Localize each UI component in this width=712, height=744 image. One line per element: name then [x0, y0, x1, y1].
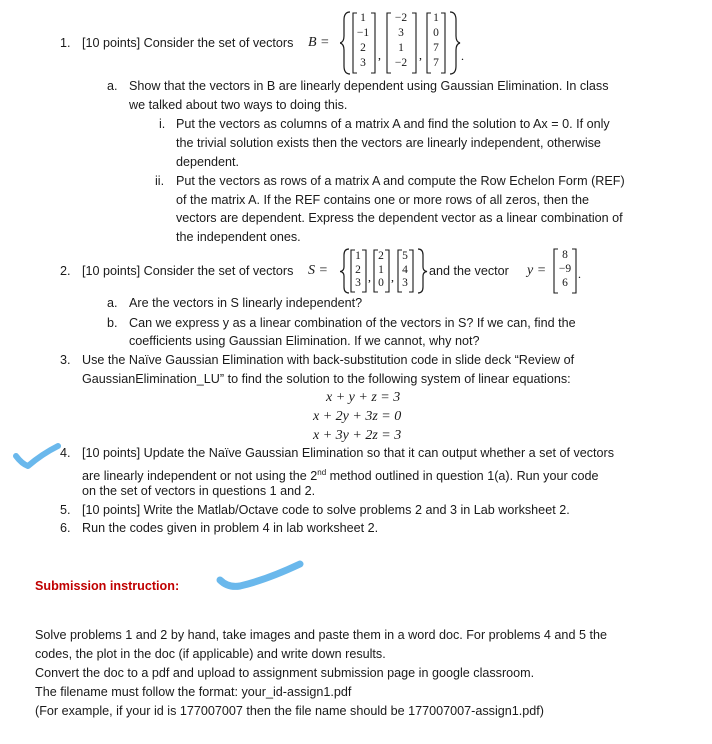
vector-entry: 6 [562, 277, 568, 289]
q3-equation-1: x + y + z = 3 [326, 390, 401, 405]
vector-entry: −1 [356, 27, 370, 39]
q1i-line3: dependent. [176, 155, 240, 169]
checkmark-stroke [16, 446, 58, 466]
right-brace [418, 249, 427, 293]
q4-line2 [82, 464, 599, 485]
right-brace [450, 12, 460, 74]
checkmark-stroke [220, 564, 300, 586]
vector-entry: 3 [398, 27, 404, 39]
vector-entry: 1 [360, 12, 366, 24]
left-brace [340, 249, 349, 293]
q1a-label: a. [107, 79, 118, 93]
vector-entry: −2 [394, 12, 408, 24]
q1i-line2: the trivial solution exists then the vectors are linearly independent, otherwise [176, 136, 601, 150]
q2-vector-1 [352, 251, 364, 292]
checkmark-icon [12, 440, 62, 474]
checkmark-icon [214, 556, 306, 596]
vector-entry: 4 [402, 263, 408, 276]
submission-line5: (For example, if your id is 177007007 then the file name should be 177007007-assign1.pdf) [35, 704, 544, 718]
left-brace [340, 12, 350, 74]
comma: , [391, 270, 394, 284]
q1-vector-1 [354, 13, 372, 73]
q3-equation-2: x + 2y + 3z = 0 [313, 409, 402, 424]
q1-var-b: B = [308, 35, 330, 50]
comma: , [419, 48, 422, 62]
q3-equation-3: x + 3y + 2z = 3 [313, 428, 402, 443]
comma: , [368, 270, 371, 284]
vector-entry: 3 [402, 277, 408, 289]
q5-number: 5. [60, 503, 71, 517]
q1ii-label: ii. [155, 174, 165, 188]
q1-text: [10 points] Consider the set of vectors [82, 36, 294, 50]
q1i-label: i. [159, 117, 166, 131]
q2-mid-text: and the vector [429, 264, 509, 278]
period: . [578, 267, 581, 281]
q2-vector-2 [375, 251, 387, 292]
vector-entry: 3 [355, 277, 361, 289]
q1ii-line4: the independent ones. [176, 230, 301, 244]
q2b-line1: Can we express y as a linear combination of the vectors in S? If we can, find the [129, 316, 576, 330]
q6-line1: Run the codes given in problem 4 in lab worksheet 2. [82, 521, 379, 535]
q4-superscript: nd [317, 468, 327, 477]
q1a-line2: we talked about two ways to doing this. [129, 98, 348, 112]
q4-line1: [10 points] Update the Naïve Gaussian Elimination so that it can output whether a set of vectors [82, 446, 615, 460]
q2-number: 2. [60, 264, 71, 278]
q1i-line1: Put the vectors as columns of a matrix A and find the solution to Ax = 0. If only [176, 117, 610, 131]
vector-entry: 2 [378, 250, 384, 262]
vector-entry: 1 [433, 12, 439, 24]
q1ii-line2: of the matrix A. If the REF contains one or more rows of all zeros, then the [176, 193, 589, 207]
vector-entry: 0 [378, 277, 384, 289]
vector-entry: 7 [433, 42, 439, 54]
submission-heading: Submission instruction: [35, 579, 180, 593]
q2-var-y: y = [527, 263, 547, 278]
vector-entry: 0 [433, 27, 439, 39]
vector-entry: 2 [360, 42, 366, 54]
q2-y-vector [556, 250, 574, 292]
comma: , [378, 48, 381, 62]
q2-text: [10 points] Consider the set of vectors [82, 264, 294, 278]
q4-line2-start: are linearly independent or not using the 2 [82, 469, 318, 484]
q6-number: 6. [60, 521, 71, 535]
q4-number: 4. [60, 446, 71, 460]
vector-entry: 1 [355, 250, 361, 262]
period: . [461, 49, 464, 63]
q2-vector-3 [399, 251, 411, 292]
q2a-line1: Are the vectors in S linearly independent? [129, 296, 363, 310]
q3-line1: Use the Naïve Gaussian Elimination with back-substitution code in slide deck “Review of [82, 353, 575, 367]
q1-number: 1. [60, 36, 71, 50]
vector-entry: 8 [562, 249, 568, 261]
q2b-line2: coefficients using Gaussian Elimination. If we cannot, why not? [129, 334, 480, 348]
q1a-line1: Show that the vectors in B are linearly dependent using Gaussian Elimination. In class [129, 79, 609, 93]
q1-vector-3 [430, 13, 442, 73]
q1-vector-2 [389, 13, 413, 73]
vector-entry: 3 [360, 57, 366, 69]
q3-number: 3. [60, 353, 71, 367]
vector-entry: 1 [378, 263, 384, 276]
vector-entry: 5 [402, 250, 408, 262]
q4-line2-end: method outlined in question 1(a). Run your code [326, 469, 599, 484]
q4-line3: on the set of vectors in questions 1 and 2. [82, 484, 316, 498]
vector-entry: −2 [394, 57, 408, 69]
q2b-label: b. [107, 316, 118, 330]
submission-line2: codes, the plot in the doc (if applicable) and write down results. [35, 647, 386, 661]
vector-entry: −9 [558, 263, 572, 275]
vector-entry: 7 [433, 57, 439, 69]
q1ii-line3: vectors are dependent. Express the dependent vector as a linear combination of [176, 211, 623, 225]
submission-line4: The filename must follow the format: your_id-assign1.pdf [35, 685, 352, 699]
q2a-label: a. [107, 296, 118, 310]
vector-entry: 1 [398, 42, 404, 54]
submission-line1: Solve problems 1 and 2 by hand, take images and paste them in a word doc. For problems 4 and 5 the [35, 628, 607, 642]
q2-var-s: S = [308, 263, 328, 278]
q3-line2: GaussianElimination_LU” to find the solution to the following system of linear equations: [82, 372, 571, 386]
q1ii-line1: Put the vectors as rows of a matrix A and compute the Row Echelon Form (REF) [176, 174, 625, 188]
submission-line3: Convert the doc to a pdf and upload to assignment submission page in google classroom. [35, 666, 535, 680]
vector-entry: 2 [355, 263, 361, 276]
q5-line1: [10 points] Write the Matlab/Octave code to solve problems 2 and 3 in Lab worksheet 2. [82, 503, 570, 517]
